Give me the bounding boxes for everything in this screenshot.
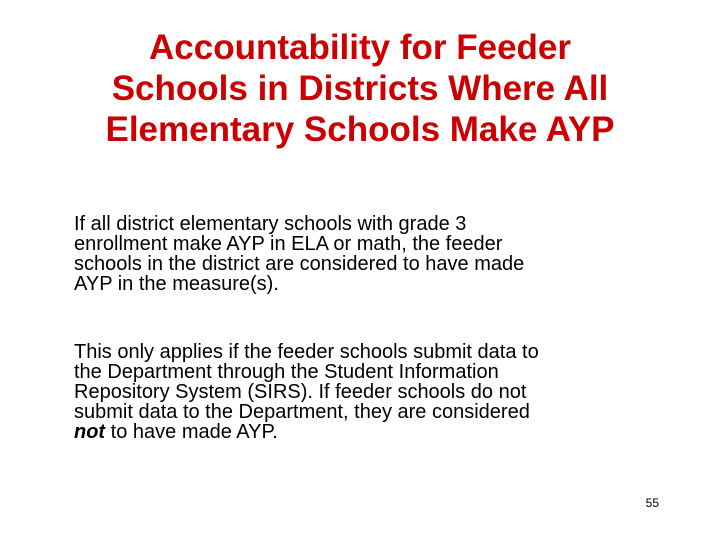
emphasis-not: not [74,421,106,443]
paragraph-line: enrollment make AYP in ELA or math, the feeder [74,233,503,255]
paragraph-line-final [74,422,674,442]
paragraph-line: the Department through the Student Information [74,361,499,383]
slide-title [30,27,690,150]
paragraph-line: Repository System (SIRS). If feeder schools do not [74,381,527,403]
paragraph-line: submit data to the Department, they are considered [74,401,530,423]
paragraph-feeder-rule [74,214,674,294]
paragraph-line: This only applies if the feeder schools submit data to [74,341,539,363]
paragraph-sirs-condition [74,342,674,442]
paragraph-line: If all district elementary schools with grade 3 [74,213,467,235]
page-number: 55 [645,496,659,510]
title-line: Elementary Schools Make AYP [105,110,615,149]
title-line: Accountability for Feeder [148,28,572,67]
title-line: Schools in Districts Where All [111,69,609,108]
paragraph-line: schools in the district are considered to have made [74,253,525,275]
paragraph-line: AYP in the measure(s). [74,273,279,295]
paragraph-line-rest: to have made AYP. [105,421,278,443]
